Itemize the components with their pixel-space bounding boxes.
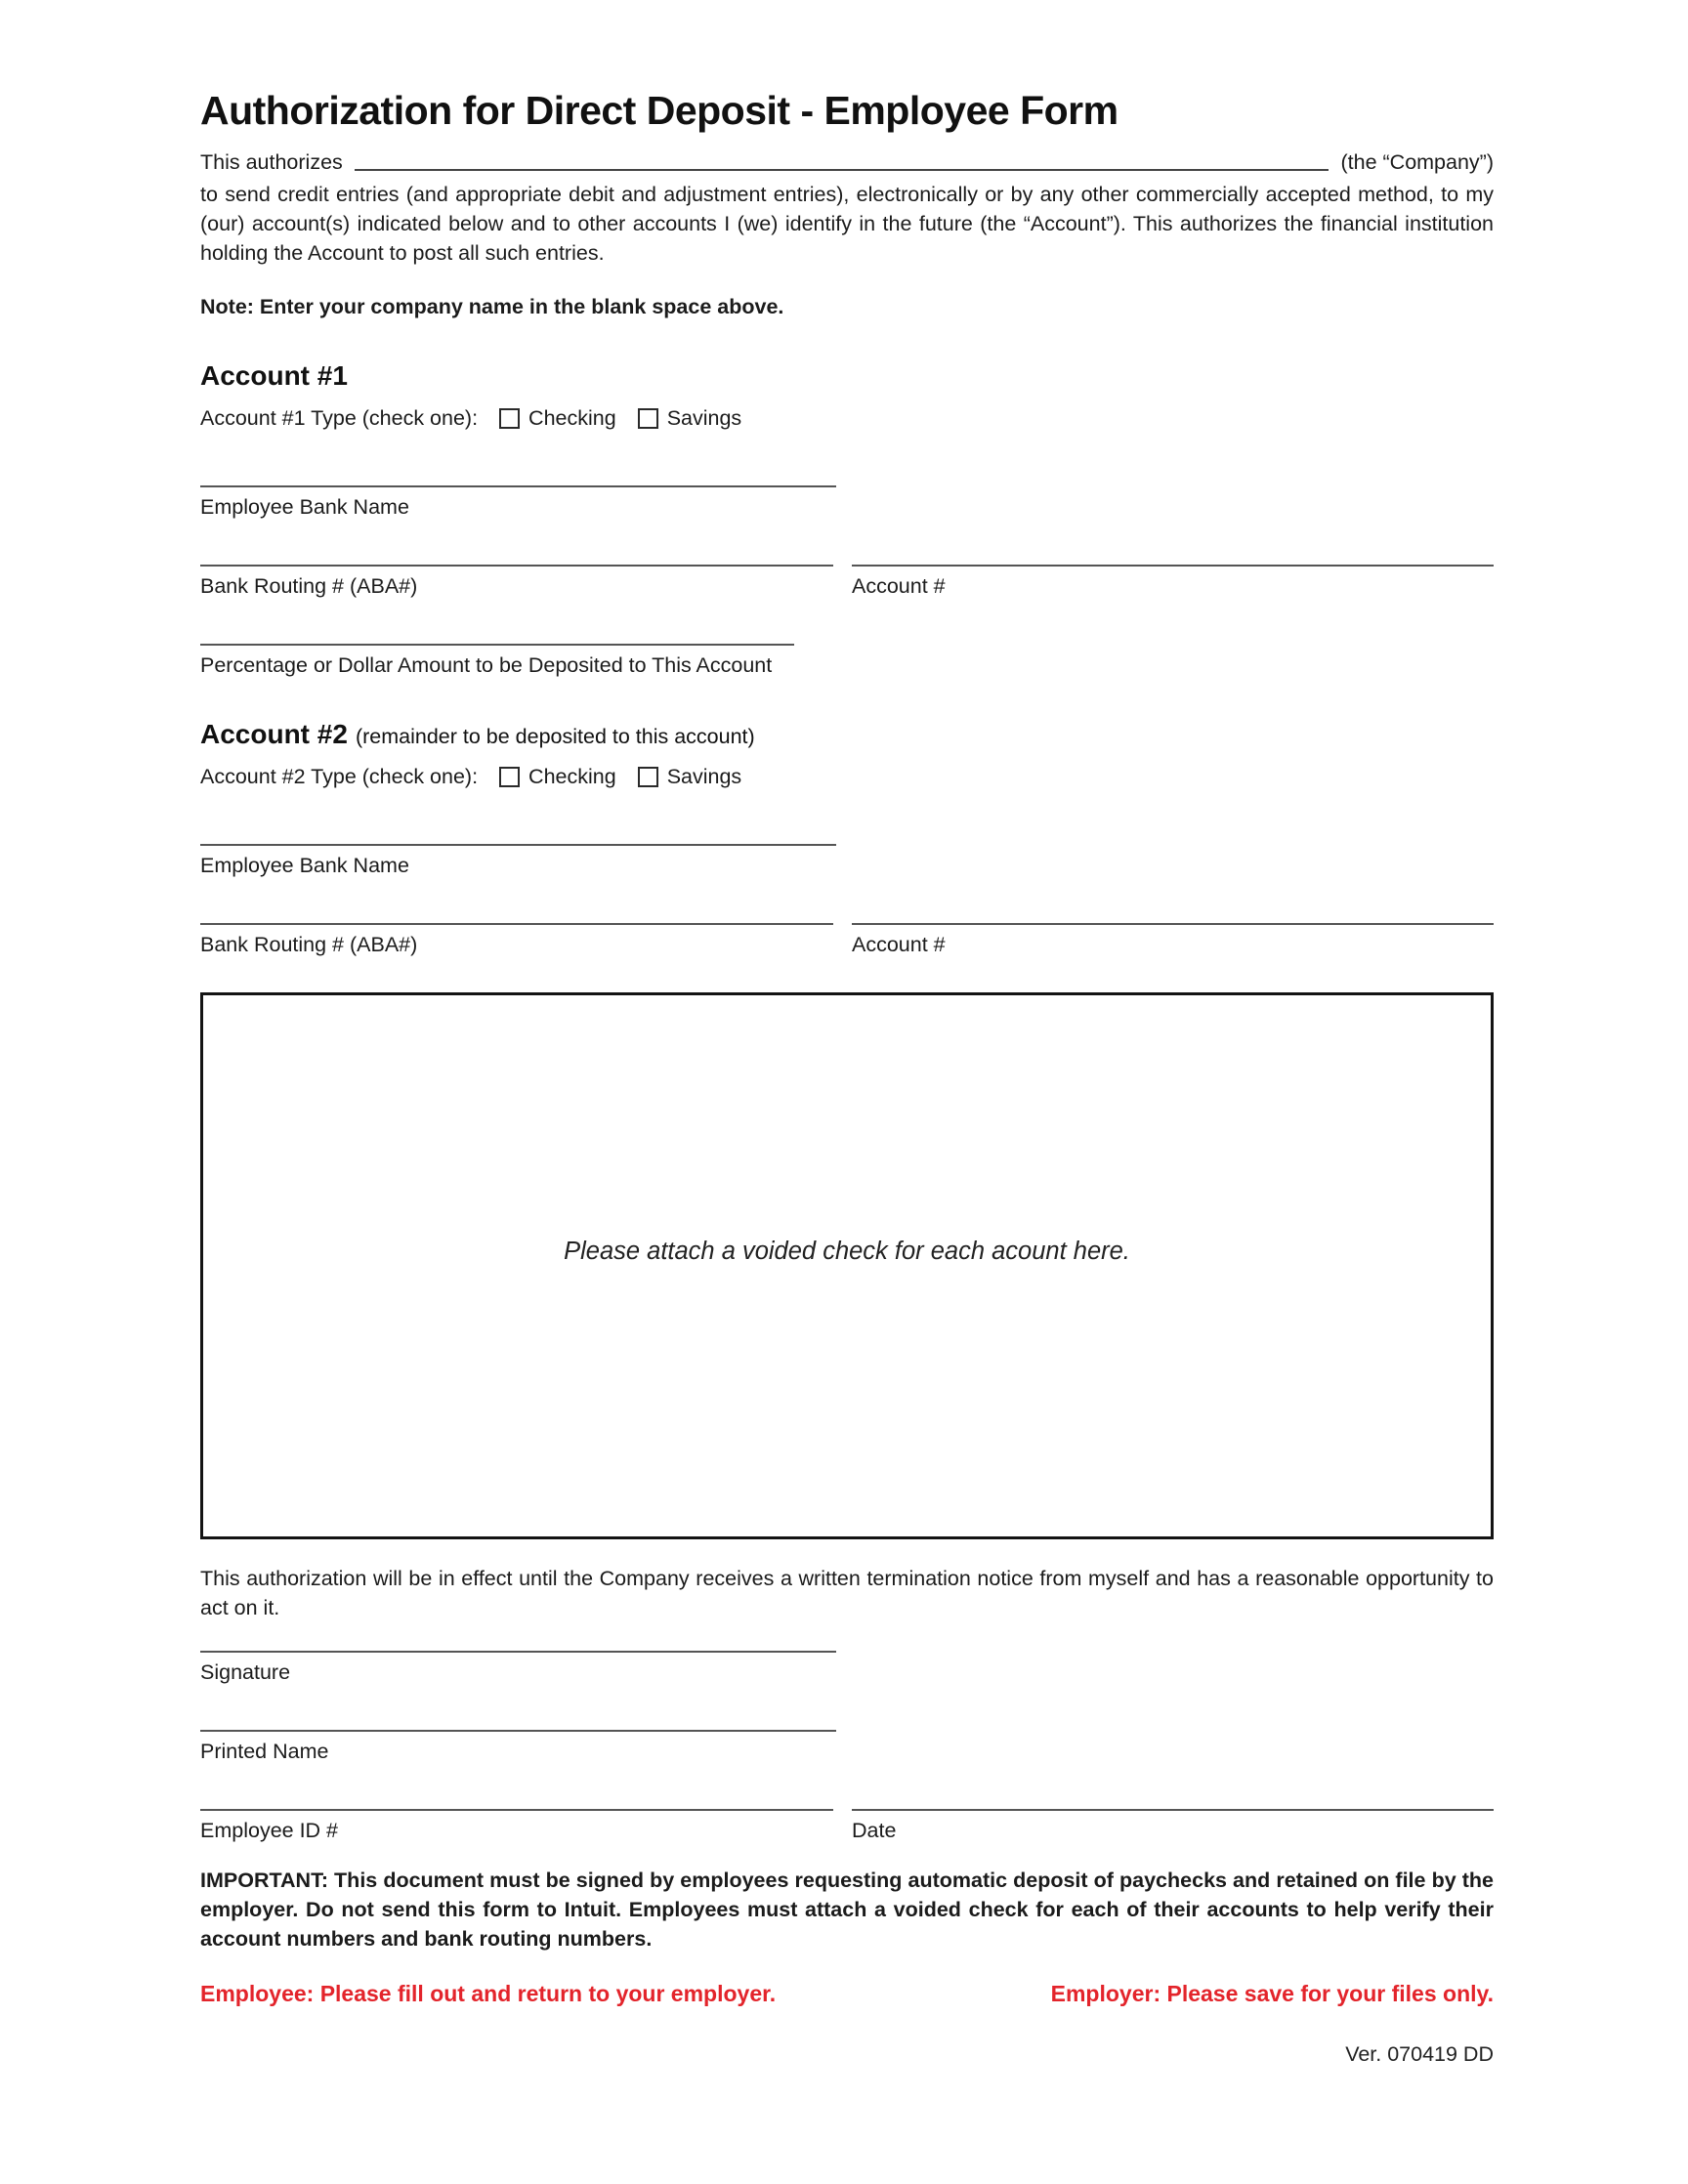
account1-amount-group (200, 644, 794, 678)
account1-account-group (852, 565, 1494, 599)
account1-savings-label: Savings (666, 406, 742, 430)
voided-check-instruction: Please attach a voided check for each acount here. (564, 1238, 1130, 1265)
signature-group (200, 1651, 836, 1685)
employee-instruction: Employee: Please fill out and return to your employer. (200, 1981, 777, 2006)
account2-account-group (852, 923, 1494, 957)
account2-bank-name-field[interactable] (200, 844, 836, 846)
account2-account-label: Account # (852, 933, 946, 956)
employee-id-label: Employee ID # (200, 1819, 339, 1842)
account1-amount-label: Percentage or Dollar Amount to be Deposited to This Account (200, 653, 773, 677)
date-field[interactable] (852, 1809, 1494, 1811)
account1-account-label: Account # (852, 574, 946, 598)
account2-routing-label: Bank Routing # (ABA#) (200, 933, 418, 956)
account2-routing-field[interactable] (200, 923, 833, 925)
intro-company-suffix: (the “Company”) (1340, 150, 1494, 174)
voided-check-attachment-box (200, 992, 1494, 1539)
account1-routing-label: Bank Routing # (ABA#) (200, 574, 418, 598)
account1-routing-field[interactable] (200, 565, 833, 567)
account1-routing-group (200, 565, 833, 599)
account1-amount-field[interactable] (200, 644, 794, 646)
intro-paragraph: to send credit entries (and appropriate debit and adjustment entries), electronically or by any other commercially accepted method, to my (our) account(s) indicated below and to other accounts I (we) identify in the future (the “Account”). This authorizes the financial institution holding the Account to post all such entries. (200, 183, 1494, 265)
account2-account-field[interactable] (852, 923, 1494, 925)
form-version: Ver. 070419 DD (1345, 2042, 1494, 2066)
account2-savings-label: Savings (666, 765, 742, 788)
account2-routing-account-row (200, 923, 1494, 957)
distribution-instructions-row (200, 1981, 1494, 2007)
signature-field[interactable] (200, 1651, 836, 1653)
account2-heading-text: Account #2 (200, 719, 348, 749)
account2-savings-checkbox[interactable] (638, 767, 658, 787)
account2-type-label: Account #2 Type (check one): (200, 765, 479, 788)
employer-instruction: Employer: Please save for your files only. (1050, 1981, 1494, 2006)
employee-id-field[interactable] (200, 1809, 833, 1811)
account1-routing-account-row (200, 565, 1494, 599)
account1-type-label: Account #1 Type (check one): (200, 406, 479, 430)
account2-heading (200, 719, 1494, 750)
account1-checking-checkbox[interactable] (499, 408, 520, 429)
account1-heading: Account #1 (200, 360, 348, 391)
signature-label: Signature (200, 1660, 291, 1684)
account1-account-field[interactable] (852, 565, 1494, 567)
account1-bank-name-group (200, 485, 836, 520)
account2-checking-label: Checking (528, 765, 616, 788)
account1-bank-name-label: Employee Bank Name (200, 495, 409, 519)
account1-bank-name-field[interactable] (200, 485, 836, 487)
printed-name-group (200, 1730, 836, 1764)
account2-routing-group (200, 923, 833, 957)
important-paragraph: IMPORTANT: This document must be signed by employees requesting automatic deposit of paychecks and retained on file by the employer. Do not send this form to Intuit. Employees must attach a voided check for each of their accounts to help verify their account numbers and bank routing numbers. (200, 1869, 1494, 1951)
authorization-duration-paragraph: This authorization will be in effect until the Company receives a written termination notice from myself and has a reasonable opportunity to act on it. (200, 1567, 1494, 1619)
printed-name-field[interactable] (200, 1730, 836, 1732)
account1-type-row (200, 406, 1494, 431)
company-name-field[interactable] (355, 169, 1329, 171)
account2-type-row (200, 765, 1494, 789)
printed-name-label: Printed Name (200, 1740, 329, 1763)
account1-checking-label: Checking (528, 406, 616, 430)
account2-heading-note: (remainder to be deposited to this account) (355, 725, 755, 748)
account2-checking-checkbox[interactable] (499, 767, 520, 787)
company-name-row (200, 150, 1494, 175)
date-label: Date (852, 1819, 897, 1842)
company-name-note: Note: Enter your company name in the blank space above. (200, 295, 784, 318)
account2-bank-name-group (200, 844, 836, 878)
employee-id-group (200, 1809, 833, 1843)
employee-id-date-row (200, 1809, 1494, 1843)
page-title: Authorization for Direct Deposit - Employee Form (200, 88, 1118, 133)
intro-prefix: This authorizes (200, 150, 343, 174)
date-group (852, 1809, 1494, 1843)
account2-bank-name-label: Employee Bank Name (200, 854, 409, 877)
account1-savings-checkbox[interactable] (638, 408, 658, 429)
